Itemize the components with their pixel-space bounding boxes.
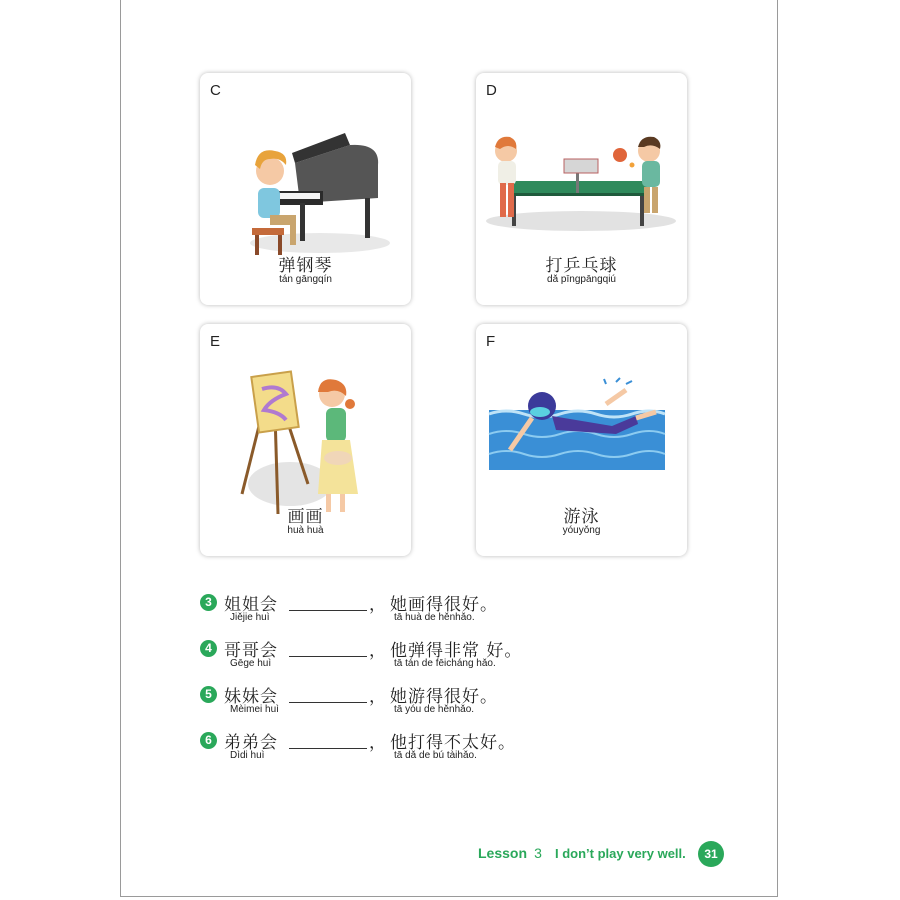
exercise-sentence: 她画得很好。	[390, 595, 498, 615]
lesson-number: 3	[534, 845, 542, 861]
exercise-sentence-pinyin: tā dǎ de bú tàihǎo.	[394, 750, 477, 761]
lesson-footer	[478, 843, 686, 867]
card-pinyin: dǎ pīngpāngqiú	[547, 274, 616, 285]
exercise-subject: 姐姐会	[224, 595, 278, 615]
card-pinyin: yóuyǒng	[562, 525, 601, 536]
card-d[interactable]	[476, 73, 687, 305]
exercise-subject: 弟弟会	[224, 733, 278, 753]
exercise-row	[200, 634, 620, 674]
exercise-row	[200, 726, 620, 766]
card-hanzi: 打乒乓球	[545, 256, 618, 276]
exercise-number-badge: 6	[200, 732, 217, 749]
answer-blank[interactable]	[289, 656, 367, 657]
exercise-subject-pinyin: Dìdi huì	[230, 750, 265, 761]
card-c[interactable]	[200, 73, 411, 305]
card-pinyin: tán gāngqín	[279, 274, 332, 285]
page-number-badge: 31	[698, 841, 724, 867]
exercise-comma: ，	[369, 595, 386, 615]
card-letter: F	[486, 333, 496, 350]
exercise-sentence-pinyin: tā yóu de hěnhǎo.	[394, 704, 475, 715]
card-letter: C	[210, 82, 221, 99]
exercise-sentence-pinyin: tā tán de fēicháng hǎo.	[394, 658, 496, 669]
card-pinyin: huà huà	[287, 525, 324, 536]
lesson-label: Lesson	[478, 845, 528, 861]
exercise-subject: 哥哥会	[224, 641, 278, 661]
exercise-row	[200, 680, 620, 720]
card-letter: E	[210, 333, 221, 350]
lesson-title: I don’t play very well.	[555, 846, 686, 861]
exercise-comma: ，	[369, 687, 386, 707]
exercise-comma: ，	[369, 733, 386, 753]
exercise-subject-pinyin: Gēge huì	[230, 658, 272, 669]
card-hanzi: 画画	[287, 507, 324, 527]
exercise-sentence: 他打得不太好。	[390, 733, 516, 753]
answer-blank[interactable]	[289, 748, 367, 749]
answer-blank[interactable]	[289, 702, 367, 703]
exercise-sentence: 她游得很好。	[390, 687, 498, 707]
card-hanzi: 游泳	[563, 507, 600, 527]
card-e[interactable]	[200, 324, 411, 556]
card-f[interactable]	[476, 324, 687, 556]
exercise-number-badge: 3	[200, 594, 217, 611]
exercise-subject: 妹妹会	[224, 687, 278, 707]
exercise-sentence-pinyin: tā huà de hěnhǎo.	[394, 612, 475, 623]
exercise-number-badge: 4	[200, 640, 217, 657]
exercise-comma: ，	[369, 641, 386, 661]
exercise-row	[200, 588, 620, 628]
card-hanzi: 弹钢琴	[278, 256, 333, 276]
card-letter: D	[486, 82, 497, 99]
exercise-subject-pinyin: Jiějie huì	[230, 612, 270, 623]
exercise-subject-pinyin: Mèimei huì	[230, 704, 279, 715]
exercise-sentence: 他弹得非常 好。	[390, 641, 523, 661]
answer-blank[interactable]	[289, 610, 367, 611]
exercise-number-badge: 5	[200, 686, 217, 703]
